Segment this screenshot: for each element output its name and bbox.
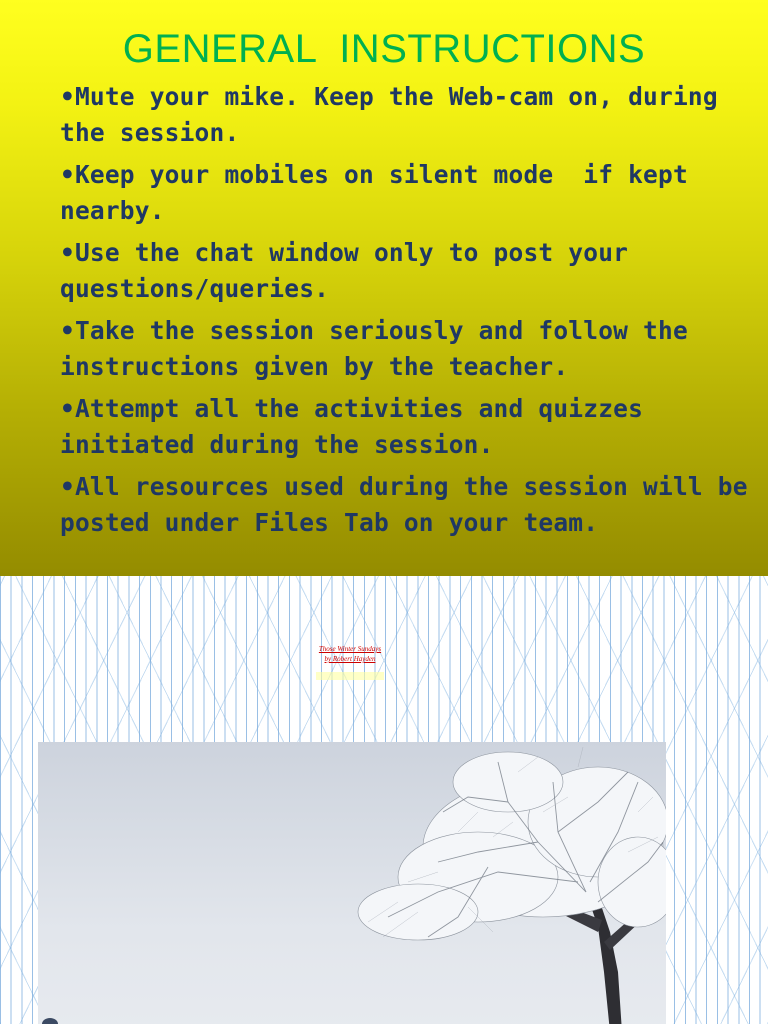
poem-link[interactable] — [316, 672, 384, 680]
frost-covered-tree-icon — [38, 742, 666, 1024]
poem-title-line-2[interactable]: by Robert Hayden — [324, 655, 376, 663]
instruction-item-6: •All resources used during the session will be posted under Files Tab on your team. — [60, 472, 763, 537]
poem-title[interactable] — [300, 644, 400, 664]
instruction-item-4: •Take the session seriously and follow the instructions given by the teacher. — [60, 316, 703, 381]
slide-title: GENERAL INSTRUCTIONS — [122, 27, 646, 71]
instruction-item-2: •Keep your mobiles on silent mode if kept nearby. — [60, 160, 703, 225]
instruction-list — [60, 79, 763, 547]
poem-title-line-1[interactable]: Those Winter Sundays — [318, 645, 382, 653]
instruction-item-3: •Use the chat window only to post your questions/queries. — [60, 238, 644, 303]
instruction-item-5: •Attempt all the activities and quizzes initiated during the session. — [60, 394, 659, 459]
poem-slide — [0, 576, 768, 1024]
instruction-item-1: •Mute your mike. Keep the Web-cam on, during the session. — [60, 82, 733, 147]
